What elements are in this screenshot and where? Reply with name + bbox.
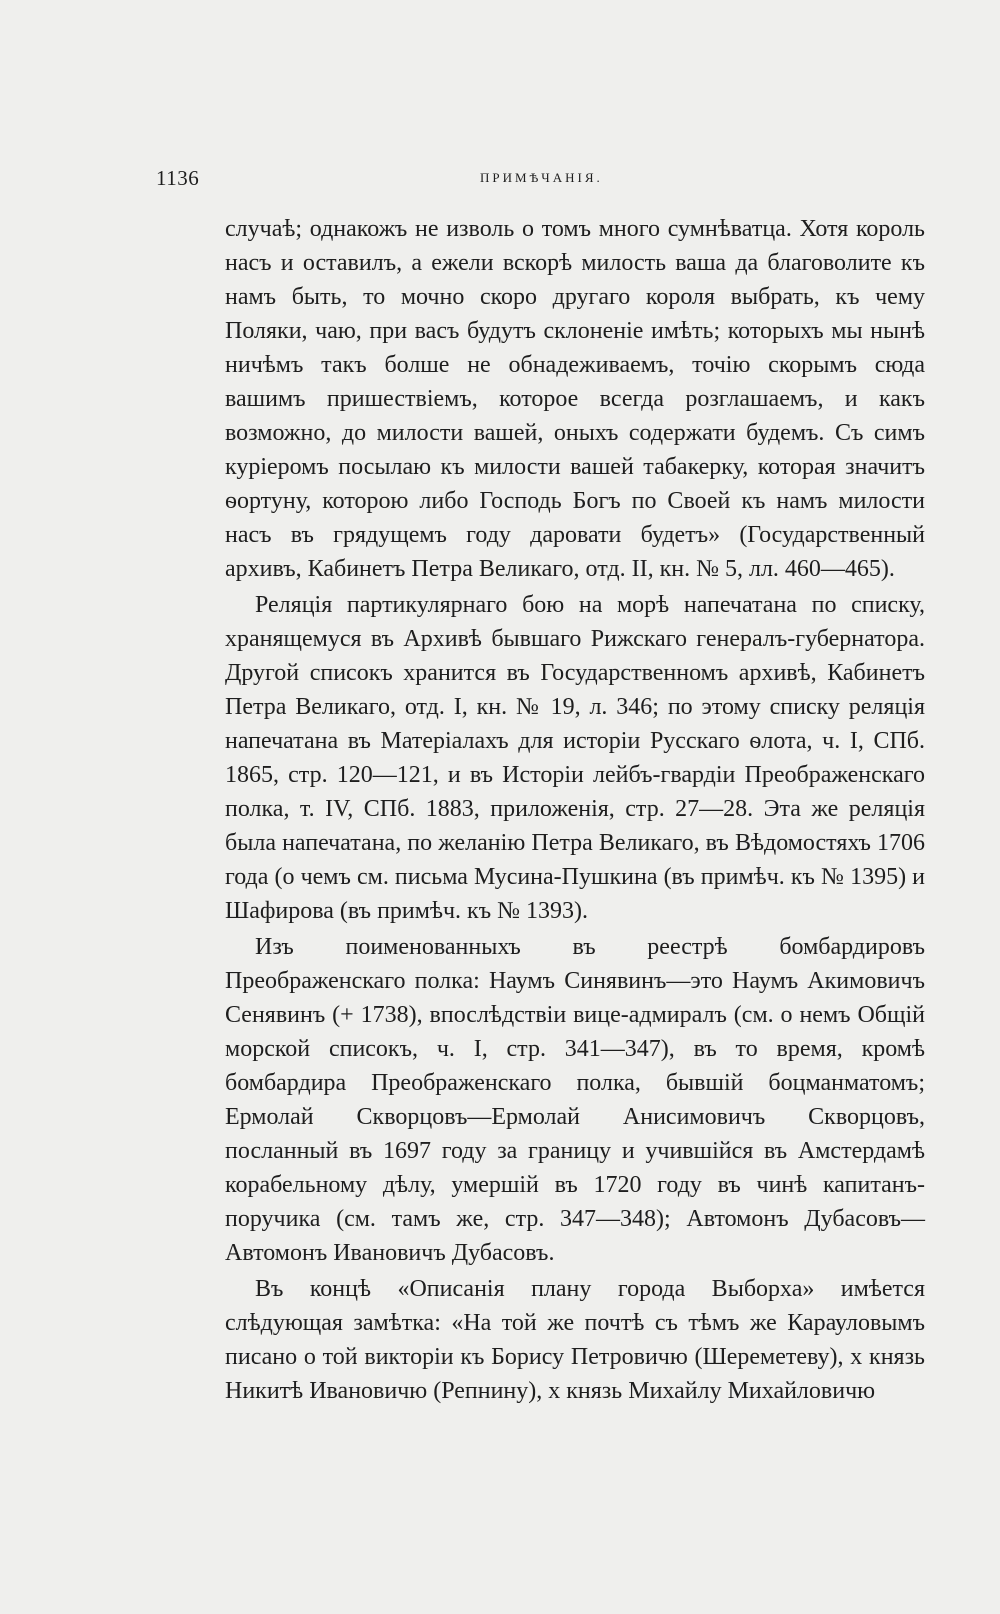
- page-header: [156, 166, 936, 190]
- page-number: 1136: [156, 166, 200, 190]
- body-text: [225, 212, 925, 1408]
- paragraph-vyborg-note: Въ концѣ «Описанія плану города Выборха» имѣется слѣдующая замѣтка: «На той же почтѣ съ тѣмъ же Карауловымъ писано о той викторіи къ Борису Петровичю (Шереметеву), х князь Никитѣ Ивановичю (Репнину), х князь Михайлу Михайловичю: [225, 1276, 925, 1404]
- paragraph-relation-note: Реляція партикулярнаго бою на морѣ напечатана по списку, хранящемуся въ Архивѣ бывшаго Рижскаго генералъ-губернатора. Другой списокъ хранится въ Государственномъ архивѣ, Кабинетъ Петра Великаго, отд. I, кн. № 19, л. 346; по этому списку реляція напечатана въ Матеріалахъ для исторіи Русскаго ѳлота, ч. I, СПб. 1865, стр. 120—121, и въ Исторіи лейбъ-гвардіи Преображенскаго полка, т. IV, СПб. 1883, приложенія, стр. 27—28. Эта же реляція была напечатана, по желанію Петра Великаго, въ Вѣдомостяхъ 1706 года (о чемъ см. письма Мусина-Пушкина (въ примѣч. къ № 1395) и Шафирова (въ примѣч. къ № 1393).: [225, 592, 925, 924]
- paragraph-bombardiers-note: Изъ поименованныхъ въ реестрѣ бомбардировъ Преображенскаго полка: Наумъ Синявинъ—это Наумъ Акимовичъ Сенявинъ (+ 1738), впослѣдствіи вице-адмиралъ (см. о немъ Общій морской списокъ, ч. I, стр. 341—347), въ то время, кромѣ бомбардира Преображенскаго полка, бывшій боцманматомъ; Ермолай Скворцовъ—Ермолай Анисимовичъ Скворцовъ, посланный въ 1697 году за границу и учившійся въ Амстердамѣ корабельному дѣлу, умершій въ 1720 году въ чинѣ капитанъ-поручика (см. тамъ же, стр. 347—348); Автомонъ Дубасовъ—Автомонъ Ивановичъ Дубасовъ.: [225, 934, 925, 1266]
- running-head: ПРИМѢЧАНІЯ.: [480, 170, 603, 185]
- paragraph-letter-ending: случаѣ; однакожъ не изволь о томъ много сумнѣватца. Хотя король насъ и оставилъ, а ежели вскорѣ милость ваша да благоволите къ намъ быть, то мочно скоро другаго короля выбрать, къ чему Поляки, чаю, при васъ будутъ склоненіе имѣть; которыхъ мы нынѣ ничѣмъ такъ болше не обнадеживаемъ, точію скорымъ сюда вашимъ пришествіемъ, которое всегда розглашаемъ, и какъ возможно, до милости вашей, оныхъ содержати будемъ. Съ симъ куріеромъ посылаю къ милости вашей табакерку, которая значитъ ѳортуну, которою либо Господь Богъ по Своей къ намъ милости насъ въ грядущемъ году даровати будетъ» (Государственный архивъ, Кабинетъ Петра Великаго, отд. II, кн. № 5, лл. 460—465).: [225, 216, 925, 582]
